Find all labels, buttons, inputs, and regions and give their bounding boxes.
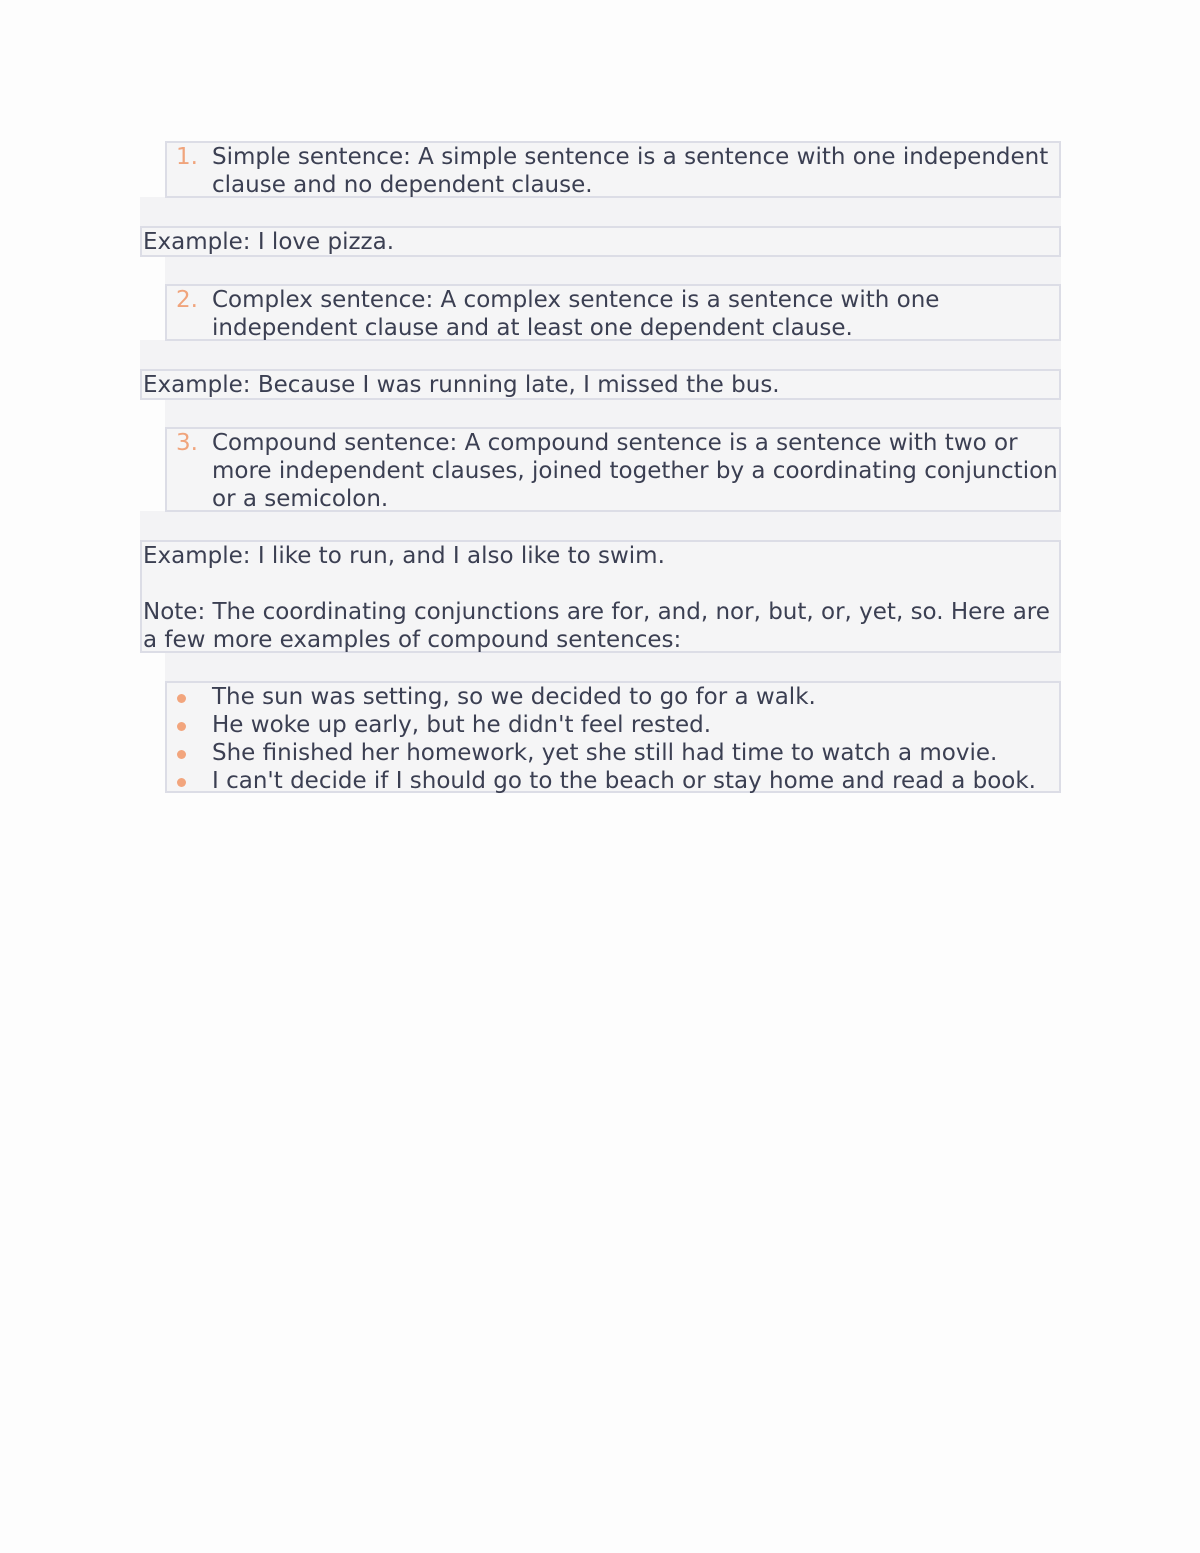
example-text: Example: I like to run, and I also like to swim.	[143, 543, 665, 569]
block-gap	[165, 652, 1061, 681]
numbered-list-1	[165, 141, 1061, 198]
list-number: 1.	[176, 144, 198, 170]
list-item	[167, 739, 1059, 767]
example-and-note-paragraph	[140, 540, 1061, 653]
example-text: Example: I love pizza.	[143, 229, 395, 255]
list-item-text: Simple sentence: A simple sentence is a sentence with one independent clause and no dependent clause.	[212, 144, 1049, 198]
bullet-icon	[177, 694, 186, 703]
block-gap	[140, 511, 1061, 540]
list-item	[167, 286, 1059, 342]
list-item-text: Complex sentence: A complex sentence is a sentence with one independent clause and at least one dependent clause.	[212, 287, 940, 341]
list-item	[167, 683, 1059, 711]
list-item	[167, 429, 1059, 513]
bullet-icon	[177, 722, 186, 731]
block-gap	[140, 340, 1061, 369]
numbered-list-2	[165, 284, 1061, 341]
numbered-list-3	[165, 427, 1061, 512]
list-item-text: The sun was setting, so we decided to go for a walk.	[212, 684, 816, 710]
bullet-icon	[177, 778, 186, 787]
block-gap	[165, 399, 1061, 427]
blank-line	[143, 570, 1059, 598]
list-item	[167, 767, 1059, 795]
bullet-icon	[177, 750, 186, 759]
list-number: 2.	[176, 287, 198, 313]
example-text: Example: Because I was running late, I missed the bus.	[143, 372, 780, 398]
bulleted-list	[165, 681, 1061, 793]
block-gap	[140, 197, 1061, 226]
list-item-text: I can't decide if I should go to the beach or stay home and read a book.	[212, 768, 1036, 794]
list-item	[167, 143, 1059, 199]
list-item	[167, 711, 1059, 739]
example-paragraph-2	[140, 369, 1061, 400]
list-item-text: She finished her homework, yet she still had time to watch a movie.	[212, 740, 998, 766]
example-paragraph-1	[140, 226, 1061, 257]
list-item-text: He woke up early, but he didn't feel rested.	[212, 712, 712, 738]
list-number: 3.	[176, 430, 198, 456]
note-text: Note: The coordinating conjunctions are for, and, nor, but, or, yet, so. Here are a few more examples of compound sentences:	[143, 599, 1050, 653]
list-item-text: Compound sentence: A compound sentence is a sentence with two or more independent clauses, joined together by a coordinating conjunction or a semicolon.	[212, 430, 1058, 512]
block-gap	[165, 256, 1061, 284]
